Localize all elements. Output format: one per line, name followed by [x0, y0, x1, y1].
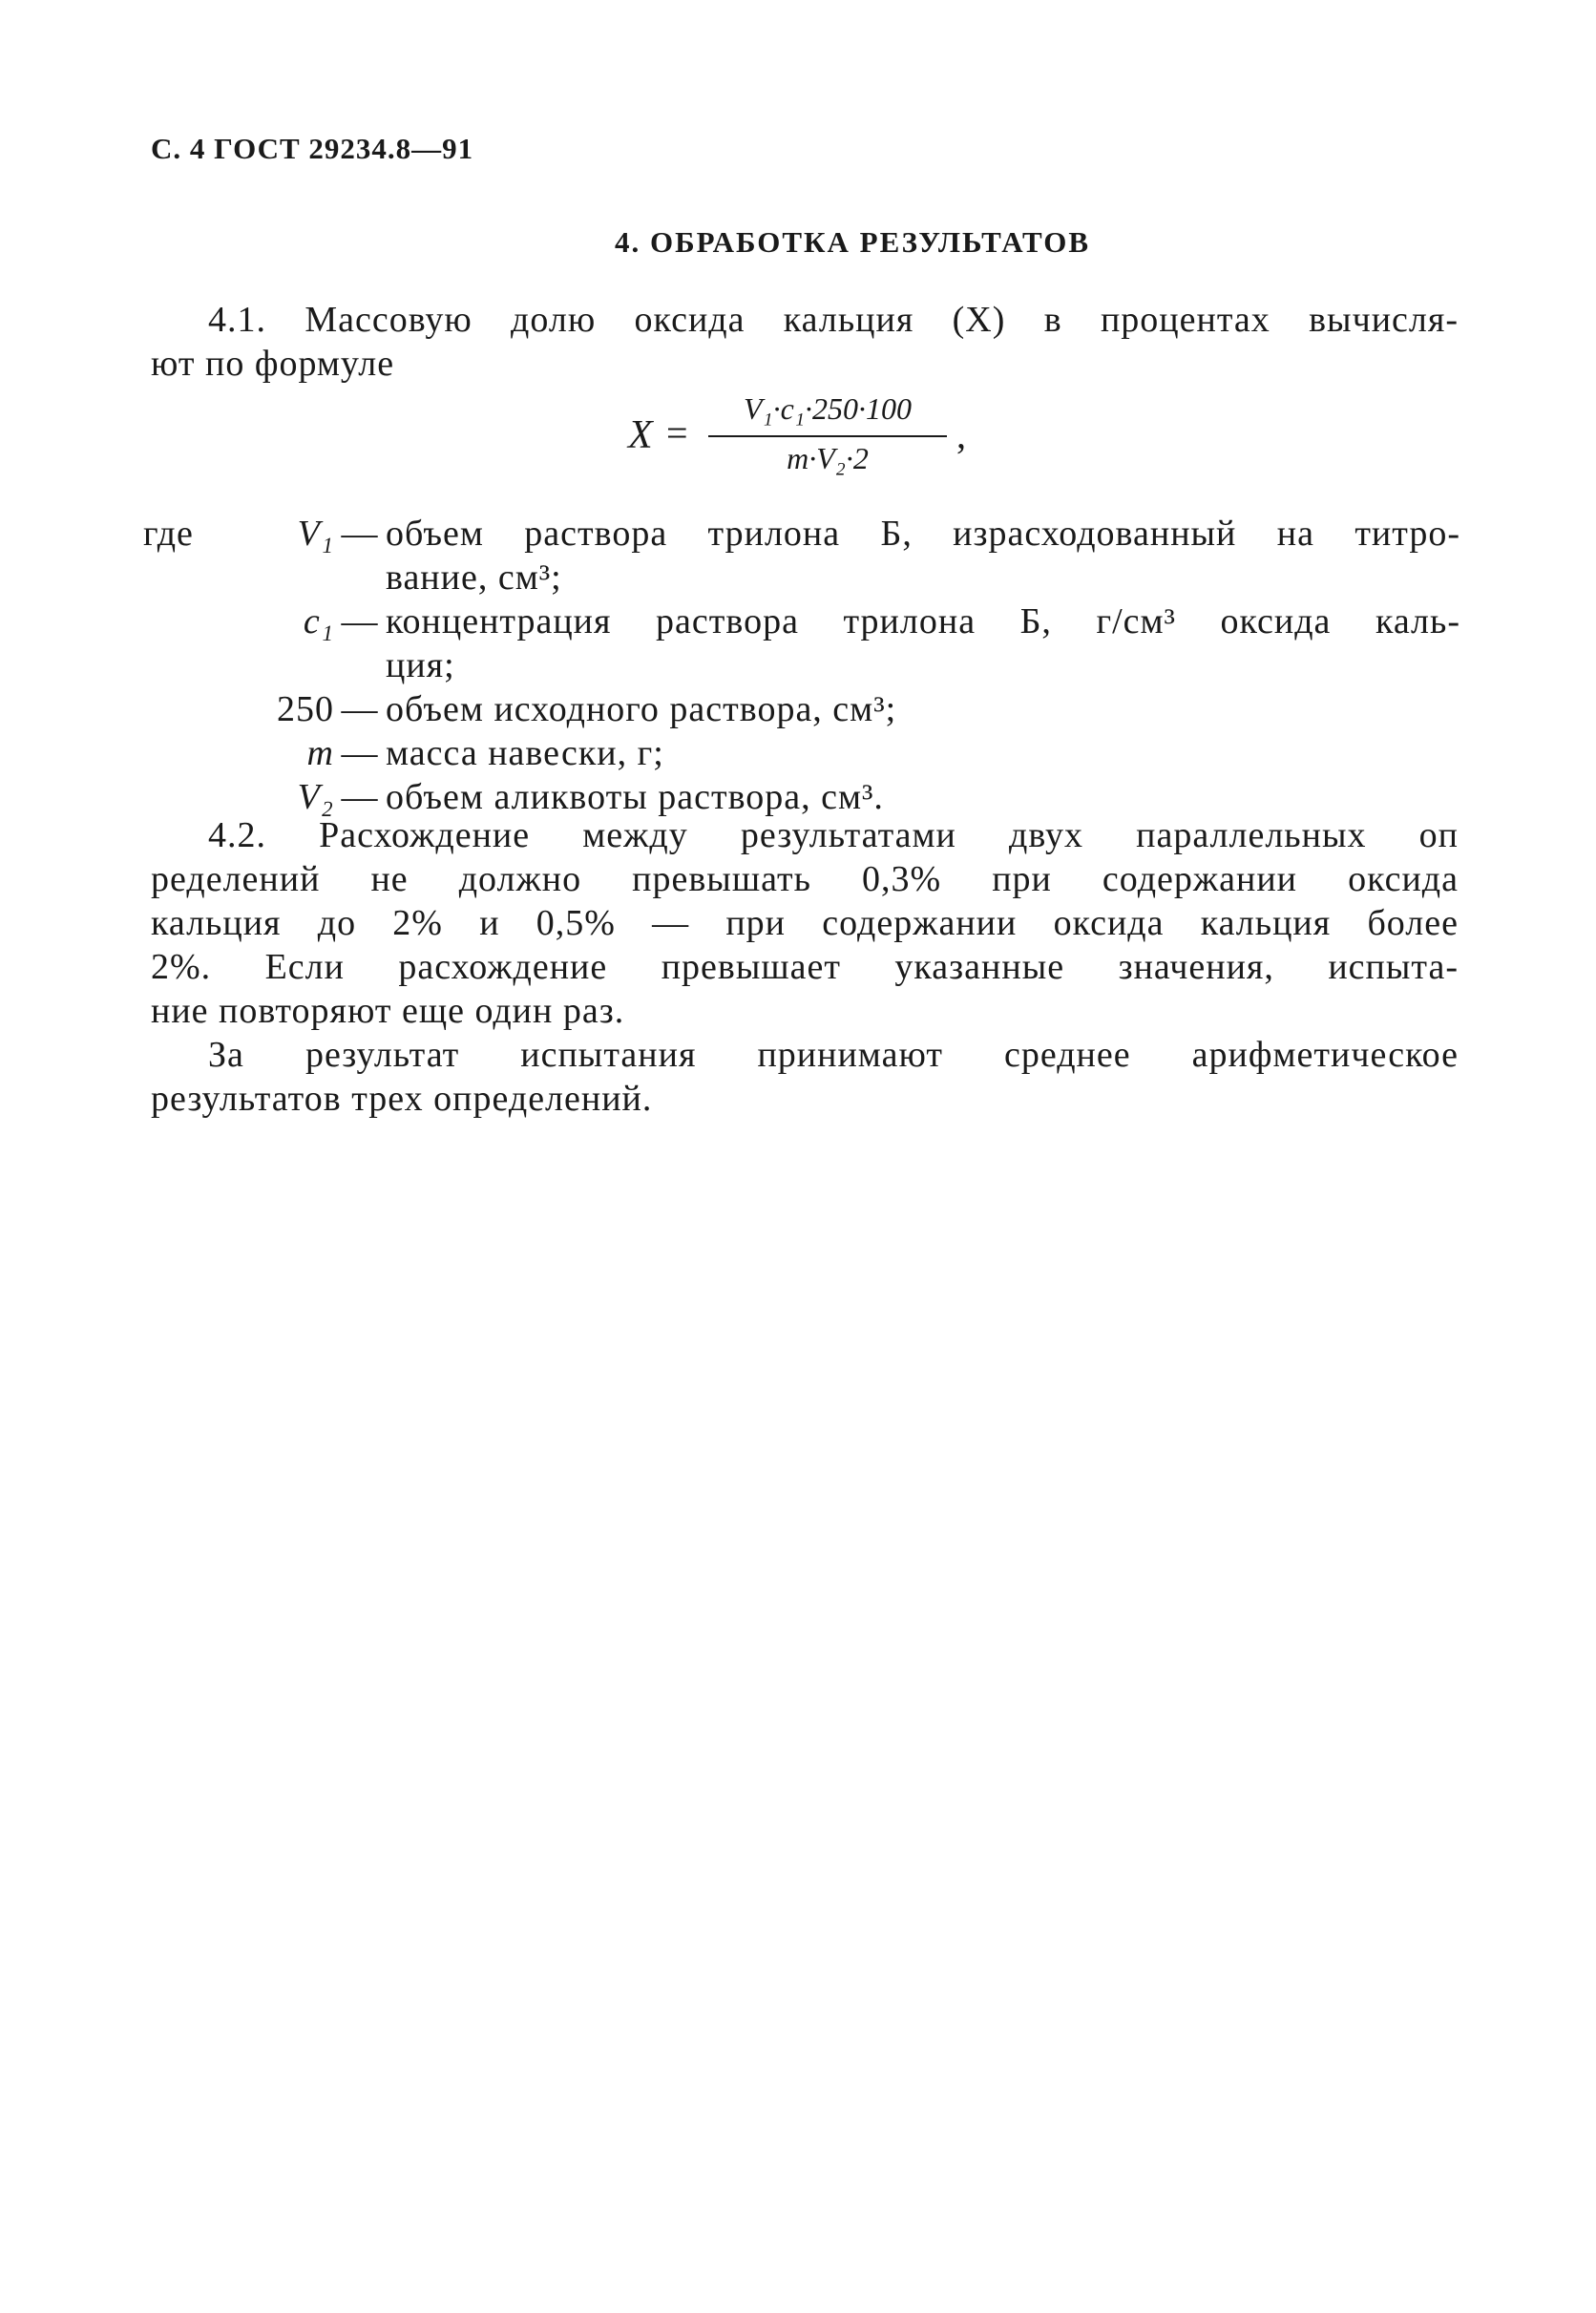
para-result-line-2: результатов трех определений. [151, 1079, 653, 1119]
para-4-2-line-3: кальция до 2% и 0,5% — при содержании оксида кальция более [151, 903, 1459, 943]
formula-lhs: X [628, 413, 653, 457]
para-result-line-1: За результат испытания принимают среднее арифметическое [208, 1035, 1459, 1075]
legend-definition: объем раствора трилона Б, израсходованный на титро- [386, 514, 1460, 554]
formula-equals: = [666, 411, 688, 454]
legend-item [143, 512, 1460, 599]
para-4-2-line-5: ние повторяют еще один раз. [151, 991, 625, 1031]
para-4-2-line-2: ределений не должно превышать 0,3% при содержании оксида [151, 859, 1459, 899]
legend-dash: — [341, 689, 379, 729]
para-4-1-line-1: 4.1. Массовую долю оксида кальция (X) в процентах вычисля- [208, 300, 1459, 340]
para-4-1-line-2: ют по формуле [151, 344, 395, 384]
legend-symbol: c₁ [303, 601, 334, 641]
section-title: 4. ОБРАБОТКА РЕЗУЛЬТАТОВ [614, 225, 1090, 259]
legend-dash: — [341, 514, 379, 554]
legend-dash: — [341, 601, 379, 641]
legend-dash: — [341, 733, 379, 773]
page-header: С. 4 ГОСТ 29234.8—91 [151, 132, 474, 165]
formula [620, 391, 1002, 496]
variable-legend [143, 512, 1460, 819]
para-4-2-line-1: 4.2. Расхождение между результатами двух параллельных оп [208, 815, 1459, 855]
legend-symbol: V₂ [297, 777, 334, 817]
legend-definition-cont: вание, см³; [386, 557, 562, 598]
legend-definition: объем исходного раствора, см³; [386, 689, 897, 729]
formula-comma: , [956, 413, 966, 456]
legend-prefix: где [143, 514, 194, 554]
legend-item [143, 731, 1460, 775]
legend-item [143, 687, 1460, 731]
legend-item [143, 599, 1460, 687]
formula-denominator: m·V₂·2 [787, 441, 869, 475]
legend-dash: — [341, 777, 379, 817]
formula-numerator: V₁·c₁·250·100 [744, 391, 912, 426]
legend-symbol: V₁ [297, 514, 334, 554]
formula-fraction-bar [708, 435, 947, 437]
legend-definition: масса навески, г; [386, 733, 664, 773]
legend-symbol: 250 [277, 689, 334, 729]
legend-definition: объем аликвоты раствора, см³. [386, 777, 884, 817]
legend-symbol: m [306, 733, 334, 773]
legend-definition-cont: ция; [386, 645, 455, 685]
para-4-2-line-4: 2%. Если расхождение превышает указанные значения, испыта- [151, 947, 1459, 987]
legend-definition: концентрация раствора трилона Б, г/см³ оксида каль- [386, 601, 1460, 641]
